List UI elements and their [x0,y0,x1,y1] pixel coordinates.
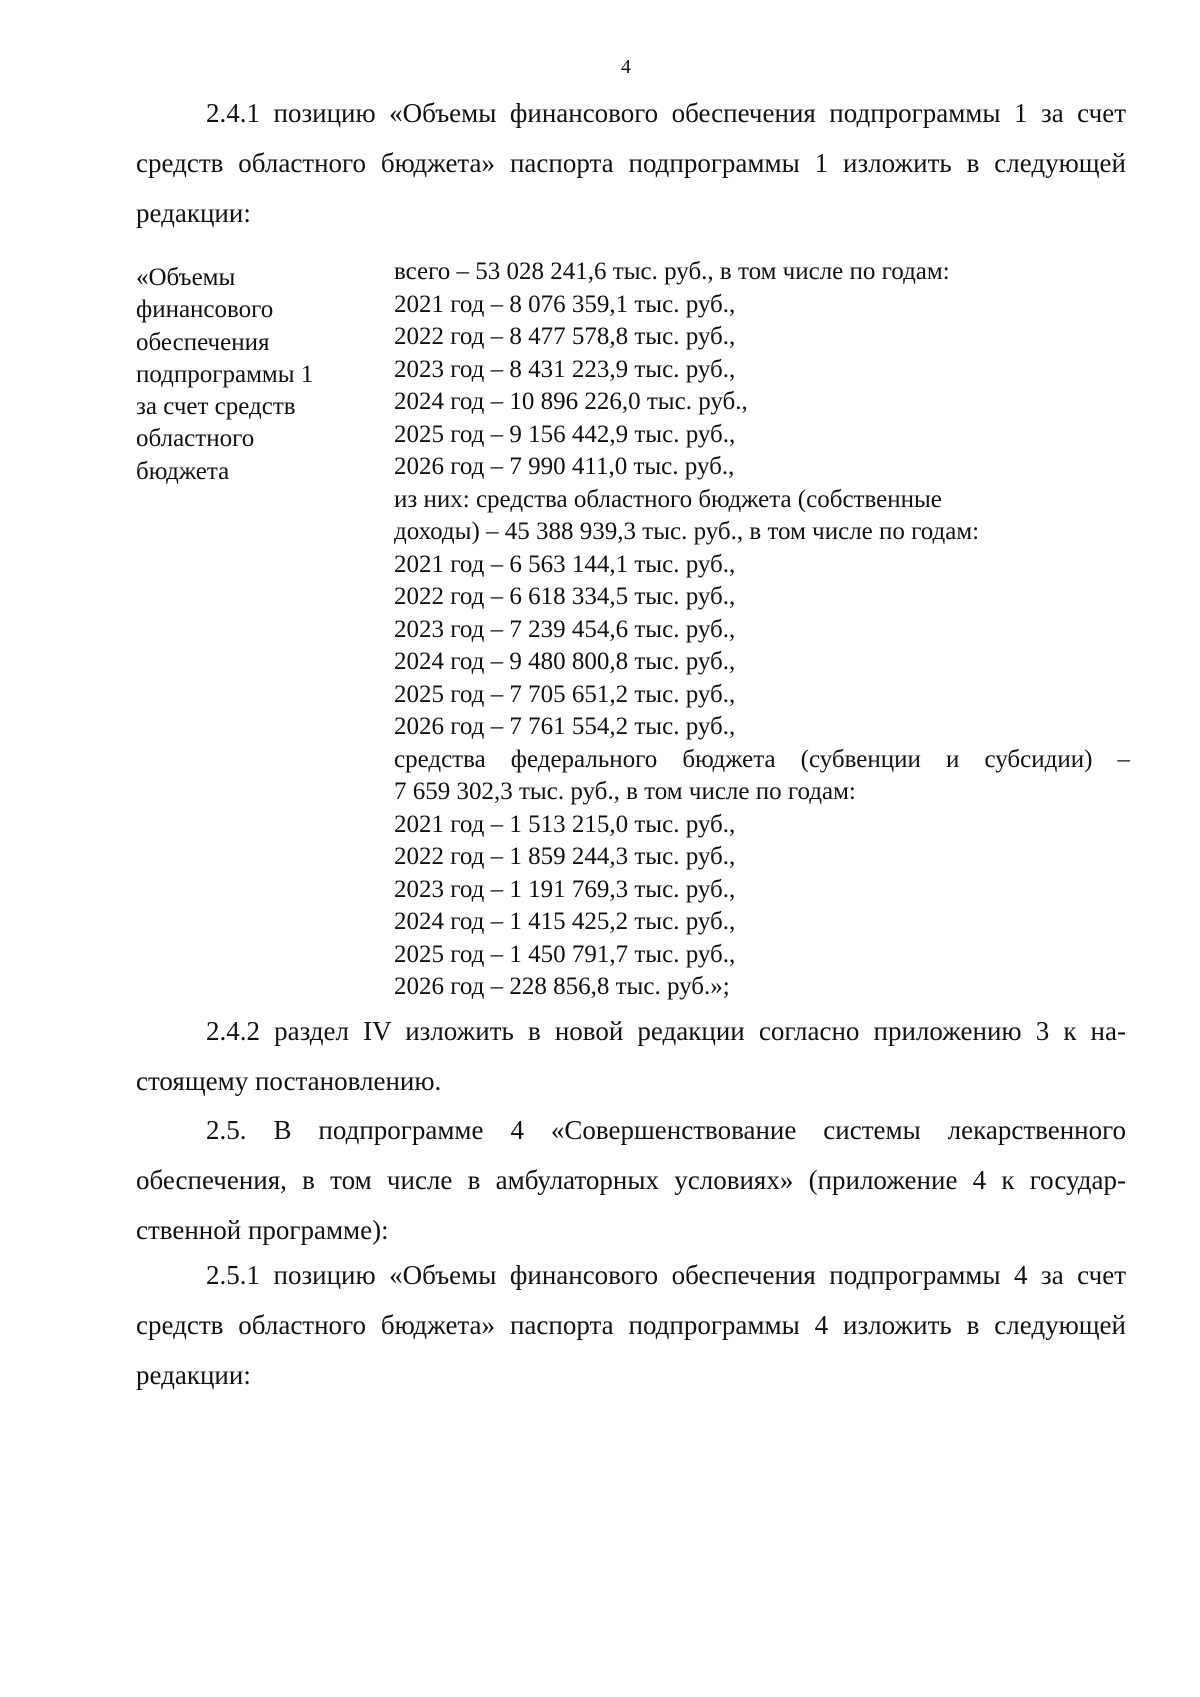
value-line: 2022 год – 1 859 244,3 тыс. руб., [394,843,736,870]
passport-values [394,256,1134,1004]
paragraph-line: средств областного бюджета» паспорта подпрограммы 4 изложить в следующей [136,1310,1126,1340]
label-line: за счет средств [136,393,296,421]
paragraph-line: обеспечения, в том числе в амбулаторных условиях» (приложение 4 к государ- [136,1165,1126,1195]
value-line: 2024 год – 10 896 226,0 тыс. руб., [394,388,748,415]
label-line: финансового [136,296,274,324]
value-line: 2025 год – 7 705 651,2 тыс. руб., [394,680,736,708]
value-line: 2025 год – 9 156 442,9 тыс. руб., [394,420,736,448]
label-line: бюджета [136,457,230,485]
paragraph-2-4-2 [136,1006,1126,1106]
value-line: 2026 год – 7 990 411,0 тыс. руб., [394,453,735,480]
value-line: 2025 год – 1 450 791,7 тыс. руб., [394,940,736,968]
value-line: 2024 год – 9 480 800,8 тыс. руб., [394,648,736,675]
label-line: обеспечения [136,328,270,356]
value-line: 2021 год – 8 076 359,1 тыс. руб., [394,290,736,318]
paragraph-line: 2.5. В подпрограмме 4 «Совершенствование системы лекарственного [206,1115,1126,1145]
value-line: 2023 год – 1 191 769,3 тыс. руб., [394,875,736,903]
paragraph-line: редакции: [136,198,251,228]
value-line: 2026 год – 228 856,8 тыс. руб.»; [394,973,730,1000]
paragraph-2-5-1 [136,1250,1126,1400]
value-line: 7 659 302,3 тыс. руб., в том числе по годам: [394,778,856,805]
paragraph-line: редакции: [136,1360,251,1390]
value-line: 2024 год – 1 415 425,2 тыс. руб., [394,908,736,935]
value-line: всего – 53 028 241,6 тыс. руб., в том числе по годам: [394,258,950,285]
value-line: 2023 год – 8 431 223,9 тыс. руб., [394,355,736,383]
value-line: 2022 год – 6 618 334,5 тыс. руб., [394,583,736,610]
paragraph-line: стоящему постановлению. [136,1066,442,1096]
passport-label [136,262,313,488]
label-line: подпрограммы 1 [136,360,314,388]
value-line: доходы) – 45 388 939,3 тыс. руб., в том числе по годам: [394,518,980,545]
label-line: областного [136,425,255,453]
value-line: средства федерального бюджета (субвенции и субсидии) – [394,745,1130,773]
value-line: из них: средства областного бюджета (собственные [394,485,942,513]
paragraph-2-5 [136,1105,1126,1255]
paragraph-line: средств областного бюджета» паспорта подпрограммы 1 изложить в следующей [136,148,1126,178]
paragraph-line: 2.4.1 позицию «Объемы финансового обеспечения подпрограммы 1 за счет [206,98,1126,128]
paragraph-line: ственной программе): [136,1215,389,1245]
page-number: 4 [621,56,631,78]
value-line: 2023 год – 7 239 454,6 тыс. руб., [394,615,736,643]
value-line: 2021 год – 6 563 144,1 тыс. руб., [394,550,736,578]
value-line: 2026 год – 7 761 554,2 тыс. руб., [394,713,736,740]
label-line: «Объемы [136,264,236,291]
paragraph-line: 2.5.1 позицию «Объемы финансового обеспечения подпрограммы 4 за счет [206,1260,1126,1290]
value-line: 2021 год – 1 513 215,0 тыс. руб., [394,810,736,838]
paragraph-2-4-1 [136,88,1126,238]
value-line: 2022 год – 8 477 578,8 тыс. руб., [394,323,736,350]
paragraph-line: 2.4.2 раздел IV изложить в новой редакции согласно приложению 3 к на- [206,1016,1126,1046]
